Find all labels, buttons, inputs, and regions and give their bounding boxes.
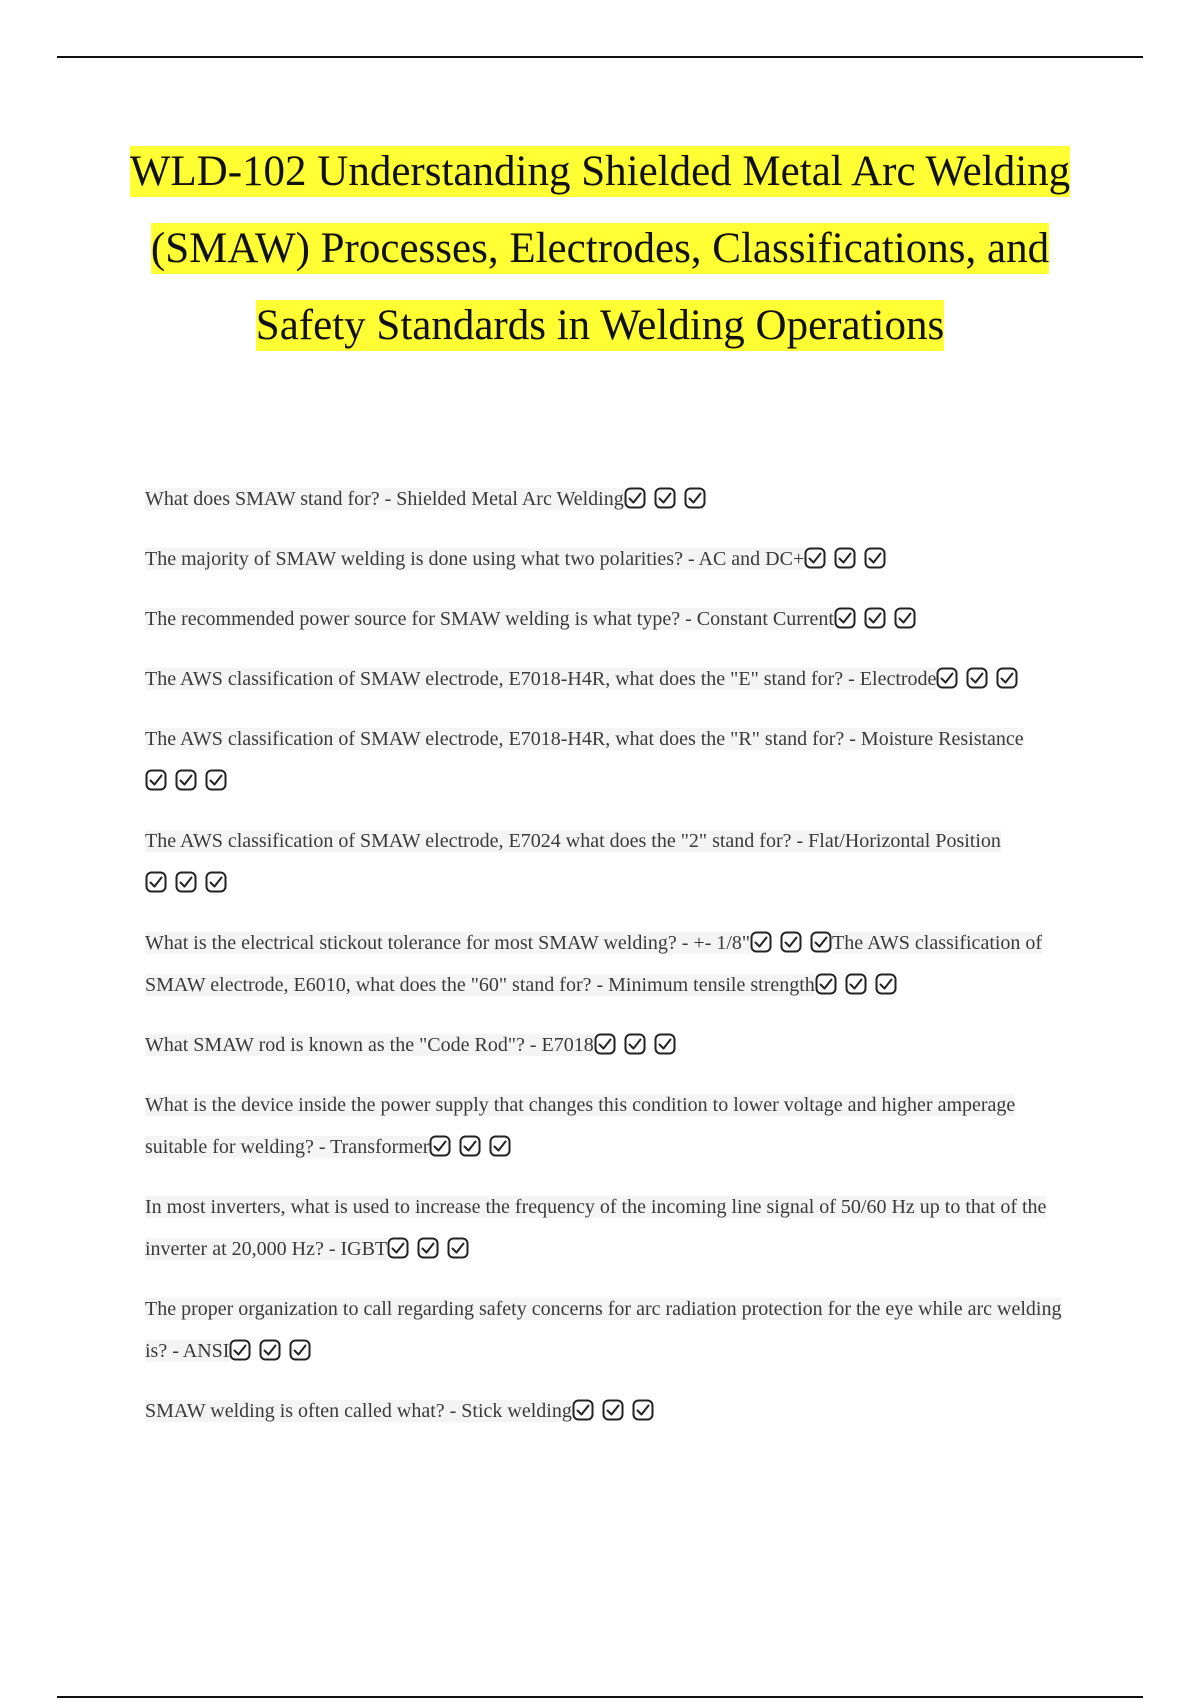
checkbox-check-icon [624,1033,646,1055]
check-group [815,974,897,996]
qa-text: The recommended power source for SMAW welding is what type? - Constant Current [145,608,834,630]
qa-item [145,478,1070,520]
qa-item [145,1288,1070,1372]
bottom-rule [57,1696,1143,1698]
qa-item [145,1084,1070,1168]
qa-text: The AWS classification of SMAW electrode, E7024 what does the "2" stand for? - Flat/Horizontal Position [145,830,1001,852]
qa-text: SMAW welding is often called what? - Stick welding [145,1400,572,1422]
checkbox-check-icon [864,547,886,569]
checkbox-check-icon [175,871,197,893]
checkbox-check-icon [572,1399,594,1421]
qa-item [145,598,1070,640]
check-group [594,1034,676,1056]
qa-item [145,1390,1070,1432]
qa-text: What is the device inside the power supply that changes this condition to lower voltage and higher amperage suitable for welding? - Transformer [145,1094,1016,1158]
qa-text: What is the electrical stickout tolerance for most SMAW welding? - +- 1/8" [145,932,751,954]
checkbox-check-icon [894,607,916,629]
check-group [429,1136,511,1158]
check-group [936,668,1018,690]
check-group [624,488,706,510]
checkbox-check-icon [804,547,826,569]
qa-item [145,718,1070,802]
top-rule [57,56,1143,58]
checkbox-check-icon [602,1399,624,1421]
qa-text-continued: The AWS classification of SMAW electrode, E6010, what does the "60" stand for? - Minimum tensile strength [145,932,1043,996]
checkbox-check-icon [996,667,1018,689]
qa-text: In most inverters, what is used to increase the frequency of the incoming line signal of 50/60 Hz up to that of the inverter at 20,000 Hz? - IGBT [145,1196,1047,1260]
checkbox-check-icon [447,1237,469,1259]
check-group [804,548,886,570]
checkbox-check-icon [205,769,227,791]
checkbox-check-icon [875,973,897,995]
qa-text: The AWS classification of SMAW electrode, E7018-H4R, what does the "R" stand for? - Moisture Resistance [145,728,1024,750]
checkbox-check-icon [966,667,988,689]
title-highlight: WLD-102 Understanding Shielded Metal Arc Welding (SMAW) Processes, Electrodes, Classifications, and Safety Standards in Welding Operations [129,148,1071,349]
checkbox-check-icon [845,973,867,995]
check-group [145,770,227,792]
document-title [120,133,1080,364]
checkbox-check-icon [175,769,197,791]
qa-text: The AWS classification of SMAW electrode, E7018-H4R, what does the "E" stand for? - Electrode [145,668,937,690]
checkbox-check-icon [864,607,886,629]
qa-item [145,1186,1070,1270]
qa-text: What does SMAW stand for? - Shielded Metal Arc Welding [145,488,624,510]
qa-text: The proper organization to call regarding safety concerns for arc radiation protection for the eye while arc welding is? - ANSI [145,1298,1062,1362]
checkbox-check-icon [259,1339,281,1361]
checkbox-check-icon [145,769,167,791]
qa-item [145,538,1070,580]
checkbox-check-icon [684,487,706,509]
qa-item [145,1024,1070,1066]
checkbox-check-icon [489,1135,511,1157]
check-group [572,1400,654,1422]
checkbox-check-icon [834,547,856,569]
checkbox-check-icon [145,871,167,893]
checkbox-check-icon [387,1237,409,1259]
checkbox-check-icon [417,1237,439,1259]
check-group [834,608,916,630]
checkbox-check-icon [654,1033,676,1055]
qa-text: What SMAW rod is known as the "Code Rod"? - E7018 [145,1034,594,1056]
qa-list [145,478,1070,1450]
checkbox-check-icon [229,1339,251,1361]
checkbox-check-icon [289,1339,311,1361]
checkbox-check-icon [815,973,837,995]
checkbox-check-icon [624,487,646,509]
checkbox-check-icon [594,1033,616,1055]
qa-text: The majority of SMAW welding is done using what two polarities? - AC and DC+ [145,548,805,570]
checkbox-check-icon [205,871,227,893]
checkbox-check-icon [632,1399,654,1421]
qa-item [145,658,1070,700]
check-group [387,1238,469,1260]
checkbox-check-icon [780,931,802,953]
checkbox-check-icon [810,931,832,953]
checkbox-check-icon [459,1135,481,1157]
check-group [750,932,832,954]
check-group [229,1340,311,1362]
checkbox-check-icon [429,1135,451,1157]
qa-item [145,820,1070,904]
checkbox-check-icon [834,607,856,629]
check-group [145,872,227,894]
qa-item [145,922,1070,1006]
checkbox-check-icon [936,667,958,689]
checkbox-check-icon [654,487,676,509]
checkbox-check-icon [750,931,772,953]
